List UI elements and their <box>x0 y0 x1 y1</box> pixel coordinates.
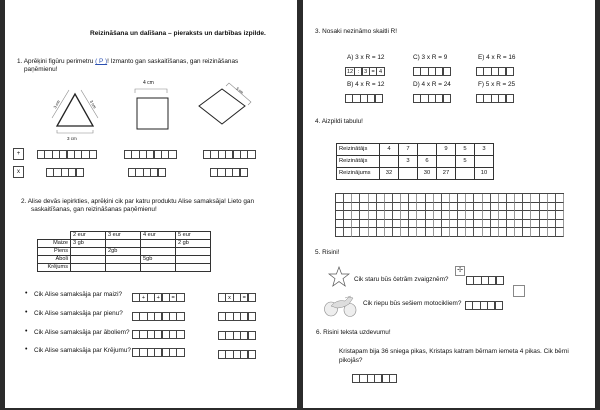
move-handle-icon[interactable]: ✢ <box>455 266 465 276</box>
table-row <box>38 240 211 248</box>
table-cell <box>71 264 106 272</box>
table-cell: 3 gb <box>71 240 106 248</box>
equation-e: E) 4 x R = 16 <box>478 54 516 61</box>
plus-cell: + <box>139 293 147 302</box>
star-rays-answer[interactable] <box>466 276 504 285</box>
task1-text: 1. Aprēķini figūru perimetru <box>17 58 96 65</box>
equals-cell: = <box>240 293 248 302</box>
milk-sum-answer[interactable] <box>132 312 185 321</box>
table-cell[interactable]: 3 <box>399 156 418 168</box>
cream-mult-answer[interactable] <box>218 350 256 359</box>
table-cell[interactable]: 30 <box>418 168 437 180</box>
table-cell <box>141 248 176 256</box>
table-row <box>337 144 494 156</box>
table-cell[interactable]: 32 <box>380 168 399 180</box>
table-cell[interactable]: 3 <box>475 144 494 156</box>
table-cell[interactable] <box>475 156 494 168</box>
task5-title: 5. Risini! <box>315 249 340 256</box>
table-row <box>38 264 211 272</box>
bullet-icon: • <box>25 290 28 297</box>
triangle-sum-answer[interactable] <box>37 150 97 159</box>
example-cell: 4 <box>376 67 384 76</box>
question-milk: Cik Alise samaksāja par pienu? <box>34 310 123 317</box>
table-cell[interactable]: 9 <box>437 144 456 156</box>
price-header: 4 eur <box>141 232 176 240</box>
milk-mult-answer[interactable] <box>218 312 256 321</box>
table-cell[interactable]: 5 <box>456 144 475 156</box>
table-cell[interactable] <box>437 156 456 168</box>
answer-cell[interactable] <box>248 293 256 302</box>
table-cell <box>176 264 211 272</box>
bullet-icon: • <box>25 328 28 335</box>
table-cell[interactable]: 5 <box>456 156 475 168</box>
table-cell <box>106 264 141 272</box>
shopping-table <box>37 231 211 272</box>
product-label: Krējums <box>38 264 71 272</box>
rhombus-sum-answer[interactable] <box>203 150 256 159</box>
table-cell <box>176 248 211 256</box>
question-apples: Cik Alise samaksāja par āboliem? <box>34 329 130 336</box>
equation-d: D) 4 x R = 24 <box>413 81 451 88</box>
table-cell <box>106 240 141 248</box>
product-label: Piens <box>38 248 71 256</box>
triangle-right-label: 3 cm <box>88 99 98 110</box>
table-cell <box>71 256 106 264</box>
working-grid[interactable] <box>335 193 564 237</box>
word-problem-line2: pikojās? <box>339 357 363 364</box>
table-cell: 2 gb <box>176 240 211 248</box>
product-label: Maize <box>38 240 71 248</box>
answer-b[interactable] <box>345 94 383 103</box>
question-cream: Cik Alise samaksāja par Krējumu? <box>34 347 131 354</box>
table-row <box>337 156 494 168</box>
table-cell[interactable] <box>418 144 437 156</box>
example-cell: : <box>354 67 362 76</box>
motorcycle-tires-answer[interactable] <box>465 301 503 310</box>
answer-cell[interactable] <box>176 293 184 302</box>
table-cell[interactable] <box>456 168 475 180</box>
task2-instruction-line2: saskaitīšanas, gan reizināšanas paņēmienu! <box>31 206 157 213</box>
task6-title: 6. Risini teksta uzdevumu! <box>316 329 391 336</box>
question-motorcycle-tires: Cik riepu būs sešiem motocikliem? <box>363 300 462 307</box>
example-cell: 3 <box>362 67 370 76</box>
table-cell <box>106 256 141 264</box>
left-page <box>5 0 297 408</box>
price-header: 5 eur <box>176 232 211 240</box>
cream-sum-answer[interactable] <box>132 348 185 357</box>
task1-instruction-line2: paņēmienu! <box>24 66 58 73</box>
extra-answer-box[interactable] <box>513 285 525 297</box>
task4-title: 4. Aizpildi tabulu! <box>315 118 363 125</box>
star-icon <box>328 266 350 288</box>
times-cell: x <box>225 293 233 302</box>
equals-cell: = <box>169 293 177 302</box>
equation-b: B) 4 x R = 12 <box>347 81 385 88</box>
row-label: Reizinātājs <box>337 156 380 168</box>
worksheet-title: Reizināšana un dalīšana – pieraksts un darbības izpilde. <box>90 30 266 37</box>
price-header: 2 eur <box>71 232 106 240</box>
square-sum-answer[interactable] <box>124 150 177 159</box>
bread-mult-answer[interactable] <box>218 293 256 302</box>
apples-mult-answer[interactable] <box>218 331 256 340</box>
rhombus-figure <box>195 82 257 132</box>
times-sign-box: x <box>13 166 24 178</box>
word-problem-line1: Kristapam bija 36 sniega pikas, Kristaps katram bērnam iemeta 4 pikas. Cik bērni <box>339 348 569 355</box>
example-cell: = <box>369 67 377 76</box>
table-cell <box>141 240 176 248</box>
apples-sum-answer[interactable] <box>132 330 185 339</box>
task1-instruction-line1 <box>17 58 238 66</box>
table-cell[interactable]: 6 <box>418 156 437 168</box>
equation-a: A) 3 x R = 12 <box>347 54 385 61</box>
word-problem-answer[interactable] <box>352 374 397 383</box>
example-cell: 12 <box>346 69 354 75</box>
table-cell <box>71 248 106 256</box>
triangle-bottom-label: 3 cm <box>67 136 77 141</box>
bread-sum-answer[interactable] <box>132 293 185 302</box>
right-page <box>303 0 595 408</box>
table-cell <box>176 256 211 264</box>
table-cell[interactable]: 27 <box>437 168 456 180</box>
answer-f[interactable] <box>476 94 514 103</box>
answer-e[interactable] <box>476 67 514 76</box>
multiplication-table <box>336 143 494 180</box>
table-cell[interactable]: 7 <box>399 144 418 156</box>
task1-text-post: ! Izmanto gan saskaitīšanas, gan reizināšanas <box>107 58 239 65</box>
table-cell[interactable] <box>399 168 418 180</box>
table-cell: 2gb <box>106 248 141 256</box>
rhombus-label: 5 cm <box>235 86 245 95</box>
row-label: Reizinātājs <box>337 144 380 156</box>
equation-f: F) 5 x R = 25 <box>478 81 516 88</box>
answer-a-example <box>345 67 385 76</box>
triangle-figure <box>49 88 101 140</box>
answer-d[interactable] <box>413 94 451 103</box>
plus-cell: + <box>154 293 162 302</box>
table-cell[interactable]: 4 <box>380 144 399 156</box>
table-cell <box>38 232 71 240</box>
answer-c[interactable] <box>413 67 451 76</box>
table-row <box>337 168 494 180</box>
triangle-left-label: 3 cm <box>52 99 61 110</box>
table-cell[interactable]: 10 <box>475 168 494 180</box>
square-mult-answer[interactable] <box>128 168 166 177</box>
table-row <box>38 248 211 256</box>
task3-title: 3. Nosaki nezināmo skaitli R! <box>315 28 398 35</box>
table-header-row <box>38 232 211 240</box>
task2-instruction-line1: 2. Alise devās iepirkties, aprēķini cik par katru produktu Alise samaksāja! Lieto gan <box>21 198 255 205</box>
square-figure <box>130 87 170 133</box>
table-cell <box>141 264 176 272</box>
table-cell: 5gb <box>141 256 176 264</box>
row-label: Reizinājums <box>337 168 380 180</box>
price-header: 3 eur <box>106 232 141 240</box>
perimeter-link[interactable]: ( P ) <box>95 58 108 65</box>
table-cell[interactable] <box>380 156 399 168</box>
question-star-rays: Cik staru būs četrām zvaigznēm? <box>354 276 449 283</box>
equation-c: C) 3 x R = 9 <box>413 54 448 61</box>
square-label: 4 cm <box>143 80 154 86</box>
plus-sign-box: + <box>13 148 24 160</box>
bullet-icon: • <box>25 309 28 316</box>
table-row <box>38 256 211 264</box>
rhombus-mult-answer[interactable] <box>210 168 248 177</box>
question-bread: Cik Alise samaksāja par maizi? <box>34 291 123 298</box>
bullet-icon: • <box>25 346 28 353</box>
product-label: Āboli <box>38 256 71 264</box>
motorcycle-icon <box>323 294 357 318</box>
triangle-mult-answer[interactable] <box>46 168 84 177</box>
